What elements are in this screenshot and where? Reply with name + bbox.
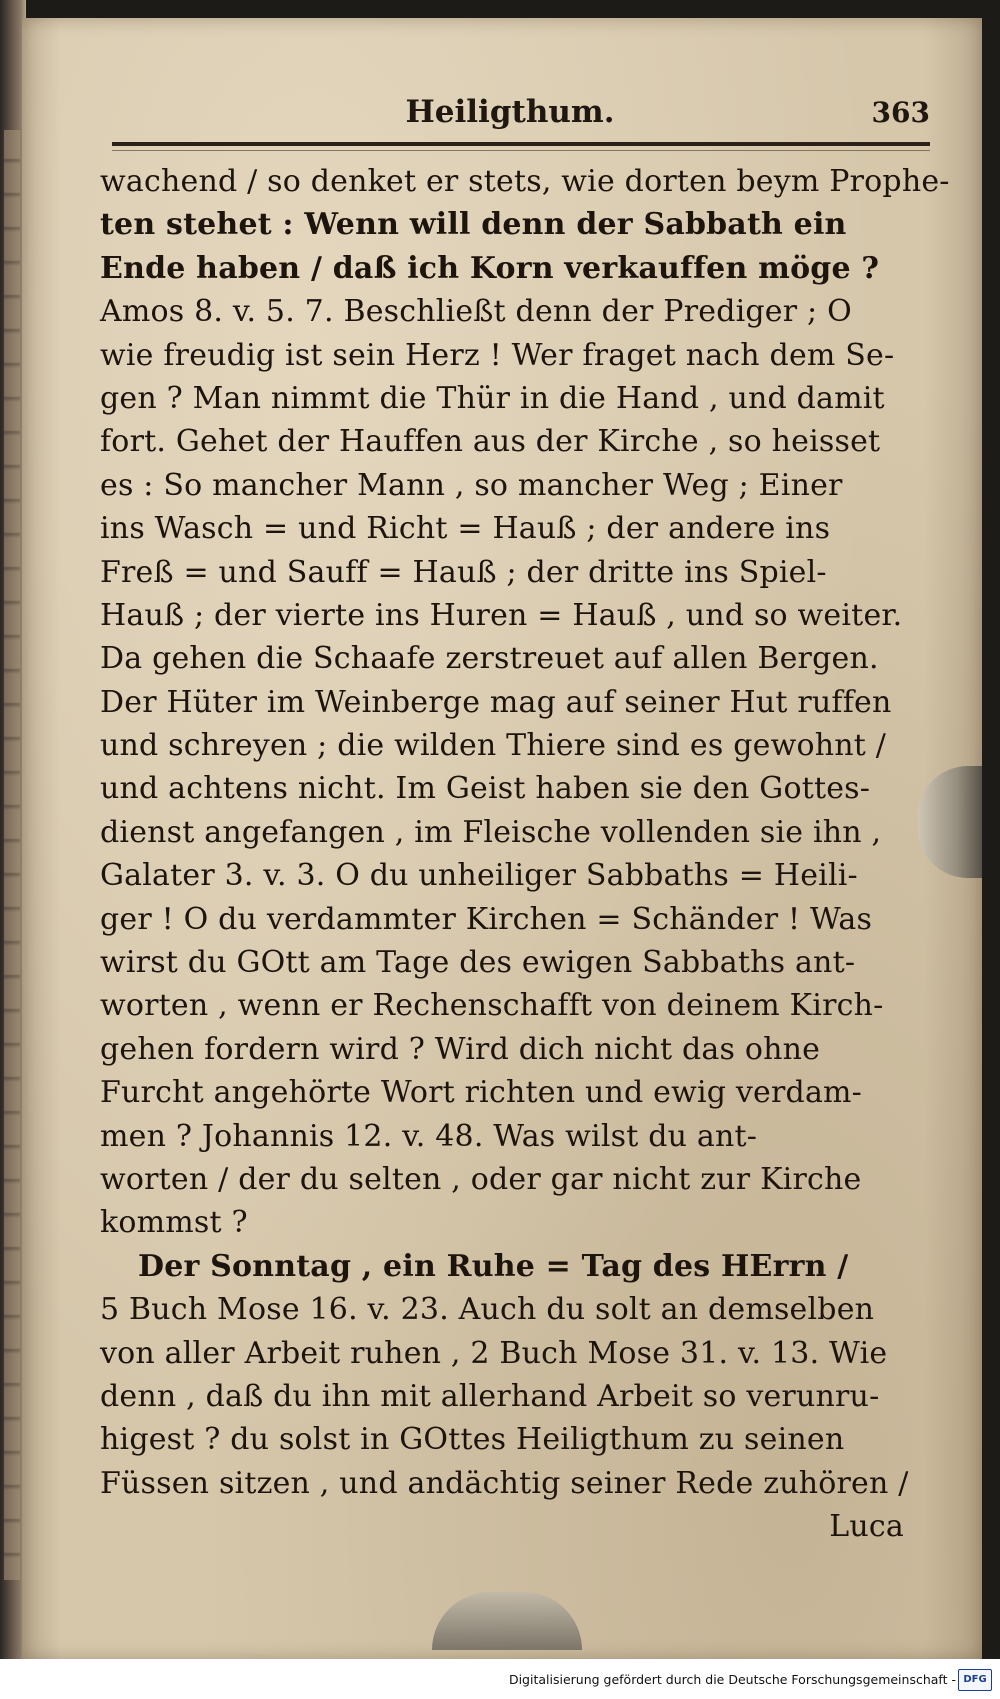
text-line: gehen fordern wird ? Wird dich nicht das ohne (100, 1031, 821, 1067)
text-line: denn , daß du ihn mit allerhand Arbeit so verunru- (100, 1378, 880, 1414)
text-line: und achtens nicht. Im Geist haben sie den Gottes- (100, 771, 871, 807)
book-page (22, 18, 982, 1660)
text-line: wirst du GOtt am Tage des ewigen Sabbaths ant- (100, 945, 856, 981)
text-line: Ende haben / daß ich Korn verkauffen möge ? (100, 250, 880, 286)
text-line: Der Hüter im Weinberge mag auf seiner Hut ruffen (100, 684, 892, 720)
text-line: ins Wasch = und Richt = Hauß ; der andere ins (100, 511, 831, 547)
text-line: worten , wenn er Rechenschafft von deinem Kirch- (100, 988, 884, 1024)
text-line: ger ! O du verdammter Kirchen = Schänder ! Was (100, 901, 873, 937)
book-edge-pages (4, 130, 20, 1580)
text-line: es : So mancher Mann , so mancher Weg ; Einer (100, 467, 843, 503)
page-number: 363 (871, 96, 930, 129)
text-line: und schreyen ; die wilden Thiere sind es gewohnt / (100, 728, 887, 764)
dfg-logo-icon: DFG (958, 1669, 992, 1691)
header-rule-thin (112, 150, 930, 151)
text-line: kommst ? (100, 1205, 248, 1241)
text-line: Füssen sitzen , und andächtig seiner Rede zuhören / (100, 1465, 909, 1501)
text-line: 5 Buch Mose 16. v. 23. Auch du solt an demselben (100, 1292, 875, 1328)
text-line: von aller Arbeit ruhen , 2 Buch Mose 31. v. 13. Wie (100, 1335, 888, 1371)
funding-credit: Digitalisierung gefördert durch die Deutsche Forschungsgemeinschaft - (508, 1672, 956, 1687)
text-line: Freß = und Sauff = Hauß ; der dritte ins Spiel- (100, 554, 827, 590)
text-line: wachend / so denket er stets, wie dorten beym Prophe- (100, 164, 950, 199)
page-header (90, 80, 930, 150)
text-line: ten stehet : Wenn will denn der Sabbath ein (100, 207, 847, 243)
text-line: men ? Johannis 12. v. 48. Was wilst du ant- (100, 1118, 758, 1154)
text-line: dienst angefangen , im Fleische vollenden sie ihn , (100, 814, 882, 850)
text-line: Amos 8. v. 5. 7. Beschließt denn der Prediger ; O (100, 294, 852, 330)
text-line: worten / der du selten , oder gar nicht zur Kirche (100, 1161, 862, 1197)
text-line: higest ? du solst in GOttes Heiligthum zu seinen (100, 1422, 845, 1458)
text-line: Hauß ; der vierte ins Huren = Hauß , und so weiter. (100, 597, 903, 633)
running-title: Heiligthum. (405, 94, 615, 130)
text-line: fort. Gehet der Hauffen aus der Kirche , so heisset (100, 424, 881, 460)
text-line: wie freudig ist sein Herz ! Wer fraget nach dem Se- (100, 337, 895, 373)
page-clip-bottom (432, 1592, 582, 1650)
header-rule (112, 142, 930, 146)
text-line: Galater 3. v. 3. O du unheiliger Sabbaths = Heili- (100, 858, 858, 894)
footer-bar (0, 1659, 1000, 1699)
text-line: Da gehen die Schaafe zerstreuet auf allen Bergen. (100, 641, 879, 677)
body-text (100, 160, 950, 1549)
catchword: Luca (829, 1509, 904, 1545)
text-line: Furcht angehörte Wort richten und ewig verdam- (100, 1075, 863, 1111)
text-line: gen ? Man nimmt die Thür in die Hand , und damit (100, 380, 885, 416)
text-line: Der Sonntag , ein Ruhe = Tag des HErrn / (138, 1248, 849, 1284)
